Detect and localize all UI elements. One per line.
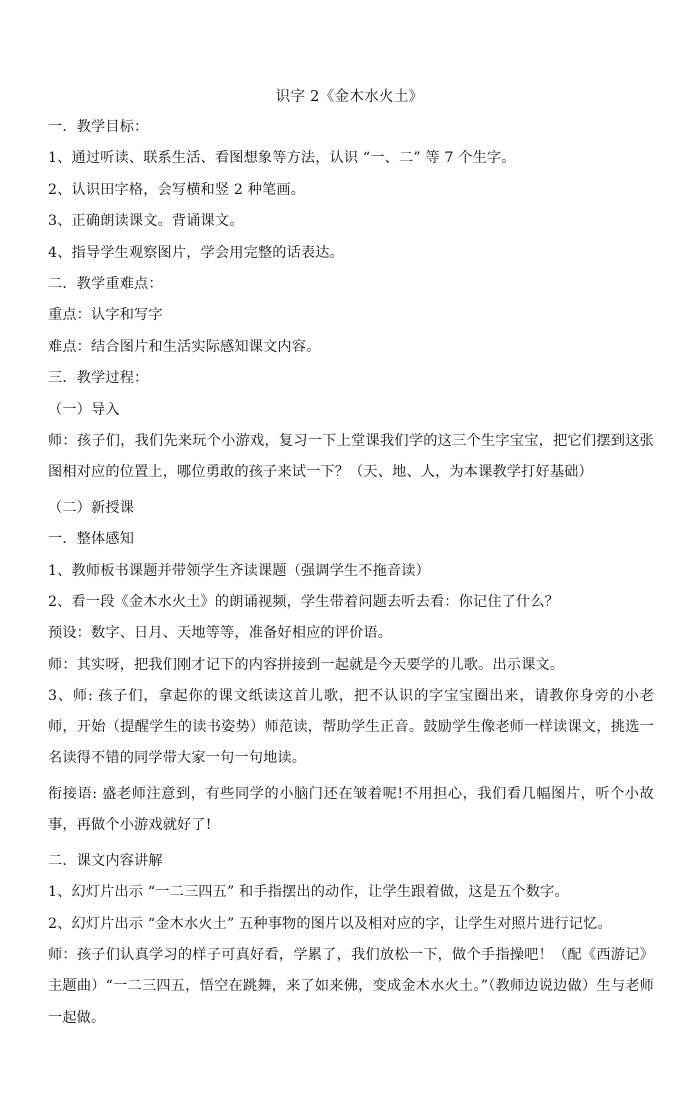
section-heading: 二．课文内容讲解 xyxy=(48,853,163,870)
list-item: 2、看一段《金木水火土》的朗诵视频，学生带着问题去听去看：你记住了什么？ xyxy=(48,593,559,610)
list-item: 1、幻灯片出示 “一二三四五” 和手指摆出的动作，让学生跟着做，这是五个数字。 xyxy=(48,884,569,901)
list-item: 4、指导学生观察图片，学会用完整的话表达。 xyxy=(48,244,344,261)
paragraph: 衔接语: 盛老师注意到，有些同学的小脑门还在皱着呢!不用担心，我们看几幅图片，听个小故事，再做个小游戏就好了! xyxy=(48,785,654,834)
section-heading: 一．整体感知 xyxy=(48,531,135,548)
paragraph: 预设：数字、日月、天地等等，准备好相应的评价语。 xyxy=(48,625,393,642)
document-title: 识字 2《金木水火土》 xyxy=(275,89,424,105)
list-item: 1、通过听读、联系生活、看图想象等方法，认识 “一、二” 等 7 个生字。 xyxy=(48,150,516,167)
document-body xyxy=(48,116,654,1034)
paragraph: 难点：结合图片和生活实际感知课文内容。 xyxy=(48,338,321,355)
paragraph: 重点：认字和写字 xyxy=(48,307,163,324)
paragraph: 师：其实呀，把我们刚才记下的内容拼接到一起就是今天要学的儿歌。出示课文。 xyxy=(48,656,565,673)
subsection-heading: （一）导入 xyxy=(48,401,120,418)
list-item: 2、幻灯片出示 “金木水火土” 五种事物的图片以及相对应的字，让学生对照片进行记忆。 xyxy=(48,915,612,932)
paragraph: 师：孩子们，我们先来玩个小游戏，复习一下上堂课我们学的这三个生字宝宝，把它们摆到这张图相对应的位置上，哪位勇敢的孩子来试一下？（天、地、人，为本课教学打好基础） xyxy=(48,432,654,480)
paragraph: 师：孩子们认真学习的样子可真好看，学累了，我们放松一下，做个手指操吧！（配《西游记》主题曲）“一二三四五，悟空在跳舞，来了如来佛，变成金木水火土。”（教师边说边做）生与老师一起做。 xyxy=(48,946,654,1026)
list-item: 2、认识田字格，会写横和竖 2 种笔画。 xyxy=(48,181,306,198)
list-item: 3、师: 孩子们，拿起你的课文纸读这首儿歌，把不认识的字宝宝圈出来，请教你身旁的小老师，开始（提醒学生的读书姿势）师范读，帮助学生正音。鼓励学生像老师一样读课文，挑选一名读得不错的同学带大家一句一句地读。 xyxy=(48,687,654,767)
list-item: 3、正确朗读课文。背诵课文。 xyxy=(48,213,244,230)
section-heading: 二．教学重难点： xyxy=(48,275,163,292)
subsection-heading: （二）新授课 xyxy=(48,499,135,516)
list-item: 1、教师板书课题并带领学生齐读课题（强调学生不拖音读） xyxy=(48,562,430,579)
section-heading: 三．教学过程： xyxy=(48,370,149,387)
section-heading: 一．教学目标： xyxy=(48,119,149,135)
